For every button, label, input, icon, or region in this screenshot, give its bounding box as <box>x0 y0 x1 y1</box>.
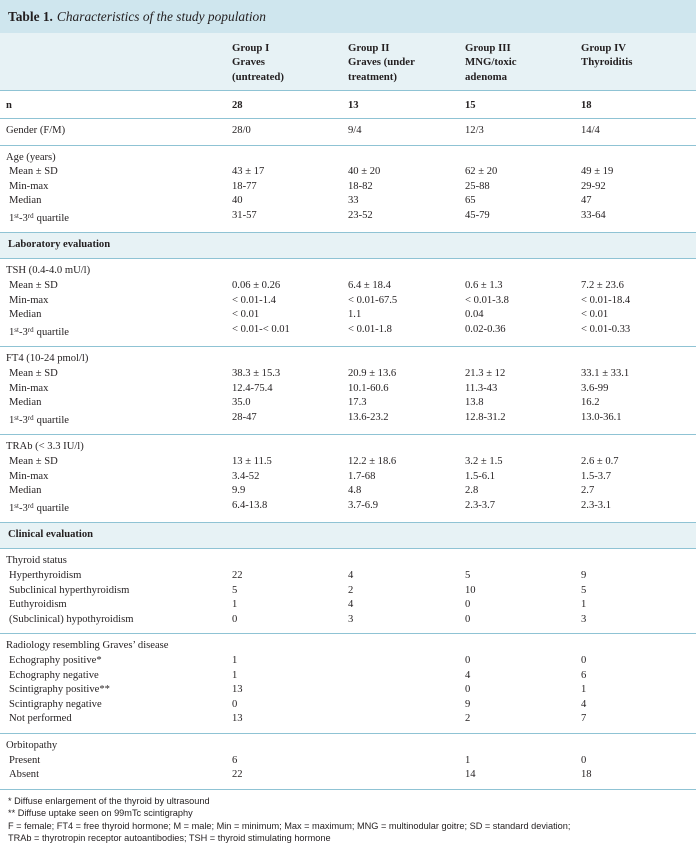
cell-value: 0.04 <box>465 309 484 321</box>
cell-value: 5 <box>581 584 587 596</box>
cell-value: 1.1 <box>348 309 362 321</box>
group-label: TSH (0.4-4.0 mU/l) <box>6 265 91 277</box>
cell-value: 9/4 <box>342 118 459 145</box>
cell-value <box>348 754 453 769</box>
table-row-n <box>0 90 696 118</box>
header-group-3: Group III MNG/toxic adenoma <box>465 42 517 83</box>
characteristics-table <box>0 33 696 789</box>
cell-value <box>348 683 453 698</box>
cell-value: 13.6-23.2 <box>348 411 389 423</box>
table-row-gender <box>0 118 696 145</box>
cell-value: < 0.01 <box>232 309 260 321</box>
cell-value: < 0.01-1.4 <box>232 294 276 306</box>
cell-value: 7.2 ± 23.6 <box>581 280 624 292</box>
cell-values-group-2 <box>342 435 459 523</box>
group-label: Orbitopathy <box>6 739 58 751</box>
cell-values-group-2 <box>342 549 459 634</box>
cell-value: 17.3 <box>348 397 367 409</box>
row-label: n <box>0 90 226 118</box>
cell-value: 13 <box>232 713 243 725</box>
cell-value: 2.6 ± 0.7 <box>581 456 619 467</box>
cell-value: 2 <box>348 584 354 596</box>
header-group-2: Group II Graves (under treatment) <box>348 42 415 83</box>
cell-value: 1.5-6.1 <box>465 470 496 482</box>
table-row-age <box>0 145 696 233</box>
cell-value: 10 <box>465 584 476 596</box>
sub-label: Echography negative <box>9 669 99 681</box>
section-clinical <box>0 523 696 549</box>
cell-values-group-3 <box>459 634 575 734</box>
cell-value: 4 <box>465 669 471 681</box>
cell-value: 62 ± 20 <box>465 166 498 178</box>
table-caption: Characteristics of the study population <box>56 8 266 24</box>
cell-value: 12.4-75.4 <box>232 382 273 394</box>
cell-value: 9 <box>581 569 587 581</box>
row-label: Gender (F/M) <box>0 118 226 145</box>
table-row-ft4 <box>0 347 696 435</box>
row-label-cell <box>0 259 226 347</box>
cell-value: 1.7-68 <box>348 470 376 482</box>
cell-value: 1 <box>581 684 587 696</box>
cell-value: 18-82 <box>348 180 373 192</box>
cell-value: 25-88 <box>465 180 490 192</box>
cell-value: < 0.01-3.8 <box>465 294 509 306</box>
cell-value: < 0.01-1.8 <box>348 323 392 335</box>
sub-label: Mean ± SD <box>9 368 58 380</box>
sub-label: Present <box>9 754 41 766</box>
cell-values-group-1 <box>226 347 342 435</box>
cell-value: 3 <box>581 613 587 625</box>
sub-label: Median <box>9 397 42 409</box>
cell-values-group-2 <box>342 347 459 435</box>
row-label-cell <box>0 733 226 788</box>
cell-value: 6 <box>232 754 238 766</box>
cell-values-group-1 <box>226 259 342 347</box>
cell-values-group-4 <box>575 634 696 734</box>
cell-value: 33-64 <box>581 209 606 221</box>
cell-value: 1 <box>232 599 238 611</box>
header-group-4: Group IV Thyroiditis <box>581 42 633 69</box>
cell-values-group-4 <box>575 347 696 435</box>
sub-label: Hyperthyroidism <box>9 569 82 581</box>
header-row <box>0 33 696 90</box>
cell-value: 33.1 ± 33.1 <box>581 368 630 380</box>
cell-value: 18-77 <box>232 180 257 192</box>
cell-value: 2.7 <box>581 485 595 497</box>
table-footnotes <box>0 789 696 844</box>
footnote: F = female; FT4 = free thyroid hormone; M = male; Min = minimum; Max = maximum; MNG = multinodular goitre; SD = standard deviation; <box>8 820 571 831</box>
cell-value: < 0.01 <box>581 309 609 321</box>
cell-value: 0 <box>465 684 471 696</box>
cell-value: 18 <box>575 90 696 118</box>
sub-label: Not performed <box>9 713 72 725</box>
cell-values-group-4 <box>575 733 696 788</box>
cell-value: 22 <box>232 769 243 781</box>
cell-value: 29-92 <box>581 180 606 192</box>
cell-value: < 0.01-< 0.01 <box>232 323 290 335</box>
cell-value: 0.02-0.36 <box>465 323 506 335</box>
cell-value: 7 <box>581 713 587 725</box>
cell-value: 0.06 ± 0.26 <box>232 280 281 292</box>
cell-value <box>348 669 453 684</box>
sub-label: Min-max <box>9 470 49 482</box>
row-label-cell <box>0 435 226 523</box>
cell-value: 22 <box>232 569 243 581</box>
sub-label: Min-max <box>9 180 49 192</box>
table-row-thyroid-status <box>0 549 696 634</box>
sub-label: 1st-3rd quartile <box>9 413 69 426</box>
cell-value: 1.5-3.7 <box>581 470 612 482</box>
cell-value: 14/4 <box>575 118 696 145</box>
sub-label: 1st-3rd quartile <box>9 501 69 514</box>
cell-value: 1 <box>465 754 471 766</box>
cell-values-group-3 <box>459 549 575 634</box>
cell-values-group-1 <box>226 145 342 233</box>
cell-value: 12.8-31.2 <box>465 411 506 423</box>
header-group-1: Group I Graves (untreated) <box>232 42 284 83</box>
table-number: Table 1. <box>8 8 53 24</box>
sub-label: Scintigraphy negative <box>9 698 102 710</box>
group-label: Age (years) <box>6 151 56 163</box>
cell-values-group-4 <box>575 435 696 523</box>
cell-value: 4 <box>581 698 587 710</box>
cell-value: 1 <box>581 599 587 611</box>
cell-value: 12/3 <box>459 118 575 145</box>
cell-values-group-1 <box>226 634 342 734</box>
group-label: FT4 (10-24 pmol/l) <box>6 353 89 365</box>
cell-value: 12.2 ± 18.6 <box>348 456 397 467</box>
cell-value: 45-79 <box>465 209 490 221</box>
row-label-cell <box>0 347 226 435</box>
sub-label: Median <box>9 485 42 497</box>
cell-values-group-2 <box>342 259 459 347</box>
row-label-cell <box>0 145 226 233</box>
cell-value <box>348 768 453 783</box>
cell-value <box>348 654 453 669</box>
cell-values-group-4 <box>575 549 696 634</box>
cell-value: 4.8 <box>348 485 362 497</box>
cell-value: 2.8 <box>465 485 479 497</box>
footnote: * Diffuse enlargement of the thyroid by ultrasound <box>8 795 210 806</box>
cell-value: 40 <box>232 195 243 207</box>
cell-value: 4 <box>348 599 354 611</box>
cell-value: 16.2 <box>581 397 600 409</box>
cell-values-group-2 <box>342 145 459 233</box>
cell-value: 23-52 <box>348 209 373 221</box>
cell-value: 0 <box>232 698 238 710</box>
cell-values-group-4 <box>575 259 696 347</box>
table-row-orbitopathy <box>0 733 696 788</box>
cell-value: 0 <box>232 613 238 625</box>
cell-values-group-1 <box>226 549 342 634</box>
cell-value: 13 <box>342 90 459 118</box>
footnote: ** Diffuse uptake seen on 99mTc scintigraphy <box>8 808 193 819</box>
cell-values-group-3 <box>459 347 575 435</box>
cell-value: 35.0 <box>232 397 251 409</box>
sub-label: Min-max <box>9 294 49 306</box>
cell-value: 6 <box>581 669 587 681</box>
cell-value: 3.2 ± 1.5 <box>465 456 503 467</box>
sub-label: Median <box>9 309 42 321</box>
cell-value: 4 <box>348 569 354 581</box>
sub-label: Median <box>9 195 42 207</box>
cell-value: 6.4-13.8 <box>232 499 268 511</box>
cell-value: 9.9 <box>232 485 246 497</box>
cell-value: 1 <box>232 654 238 666</box>
cell-value: 0 <box>581 654 587 666</box>
sub-label: Subclinical hyperthyroidism <box>9 584 130 596</box>
cell-value: 2.3-3.1 <box>581 499 612 511</box>
header-blank <box>0 33 226 90</box>
row-label-cell <box>0 634 226 734</box>
cell-value: 3.6-99 <box>581 382 609 394</box>
cell-value: 28-47 <box>232 411 257 423</box>
cell-value: < 0.01-0.33 <box>581 323 631 335</box>
cell-value: 49 ± 19 <box>581 166 614 178</box>
cell-value <box>348 698 453 713</box>
cell-value: 2.3-3.7 <box>465 499 496 511</box>
cell-value: 15 <box>459 90 575 118</box>
cell-value: 43 ± 17 <box>232 166 265 178</box>
cell-value: 28 <box>226 90 342 118</box>
cell-value: < 0.01-67.5 <box>348 294 398 306</box>
group-label: Radiology resembling Graves’ disease <box>6 640 169 652</box>
table-row-radiology <box>0 634 696 734</box>
cell-value: 5 <box>232 584 238 596</box>
cell-value: 13 <box>232 684 243 696</box>
table-row-tsh <box>0 259 696 347</box>
cell-value: 13.8 <box>465 397 484 409</box>
cell-value: 6.4 ± 18.4 <box>348 280 391 292</box>
table-title <box>0 0 696 33</box>
cell-values-group-1 <box>226 435 342 523</box>
cell-value: 1 <box>232 669 238 681</box>
cell-values-group-3 <box>459 733 575 788</box>
cell-value: 18 <box>581 769 592 781</box>
cell-values-group-2 <box>342 733 459 788</box>
cell-values-group-2 <box>342 634 459 734</box>
cell-value: 2 <box>465 713 471 725</box>
sub-label: 1st-3rd quartile <box>9 211 69 224</box>
cell-value: 0 <box>581 754 587 766</box>
section-laboratory <box>0 233 696 259</box>
cell-values-group-4 <box>575 145 696 233</box>
cell-values-group-1 <box>226 733 342 788</box>
cell-value: 3.7-6.9 <box>348 499 379 511</box>
sub-label: (Subclinical) hypothyroidism <box>9 613 134 625</box>
cell-value: 10.1-60.6 <box>348 382 389 394</box>
cell-values-group-3 <box>459 145 575 233</box>
row-label-cell <box>0 549 226 634</box>
cell-value: 3 <box>348 613 354 625</box>
cell-value <box>348 712 453 727</box>
cell-values-group-3 <box>459 259 575 347</box>
sub-label: Euthyroidism <box>9 599 67 611</box>
cell-value: 0 <box>465 654 471 666</box>
cell-value: 5 <box>465 569 471 581</box>
cell-value: 9 <box>465 698 471 710</box>
section-title: Laboratory evaluation <box>0 233 696 259</box>
cell-value: 65 <box>465 195 476 207</box>
cell-value: < 0.01-18.4 <box>581 294 631 306</box>
table-row-trab <box>0 435 696 523</box>
cell-values-group-3 <box>459 435 575 523</box>
cell-value: 47 <box>581 195 592 207</box>
sub-label: Mean ± SD <box>9 456 58 467</box>
cell-value: 28/0 <box>226 118 342 145</box>
cell-value: 13 ± 11.5 <box>232 456 272 467</box>
cell-value: 20.9 ± 13.6 <box>348 368 397 380</box>
sub-label: Mean ± SD <box>9 166 58 178</box>
footnote: TRAb = thyrotropin receptor autoantibodies; TSH = thyroid stimulating hormone <box>8 832 331 843</box>
sub-label: Min-max <box>9 382 49 394</box>
group-label: TRAb (< 3.3 IU/l) <box>6 441 84 453</box>
cell-value: 40 ± 20 <box>348 166 381 178</box>
cell-value: 0 <box>465 599 471 611</box>
cell-value: 38.3 ± 15.3 <box>232 368 281 380</box>
cell-value: 14 <box>465 769 476 781</box>
sub-label: Echography positive* <box>9 654 102 666</box>
cell-value: 0.6 ± 1.3 <box>465 280 503 292</box>
sub-label: 1st-3rd quartile <box>9 325 69 338</box>
cell-value: 13.0-36.1 <box>581 411 622 423</box>
group-label: Thyroid status <box>6 555 67 567</box>
sub-label: Mean ± SD <box>9 280 58 292</box>
cell-value: 11.3-43 <box>465 382 498 394</box>
sub-label: Absent <box>9 769 40 781</box>
cell-value: 21.3 ± 12 <box>465 368 506 380</box>
cell-value: 31-57 <box>232 209 257 221</box>
cell-value: 33 <box>348 195 359 207</box>
cell-value: 3.4-52 <box>232 470 260 482</box>
cell-value: 0 <box>465 613 471 625</box>
section-title: Clinical evaluation <box>0 523 696 549</box>
sub-label: Scintigraphy positive** <box>9 684 110 696</box>
